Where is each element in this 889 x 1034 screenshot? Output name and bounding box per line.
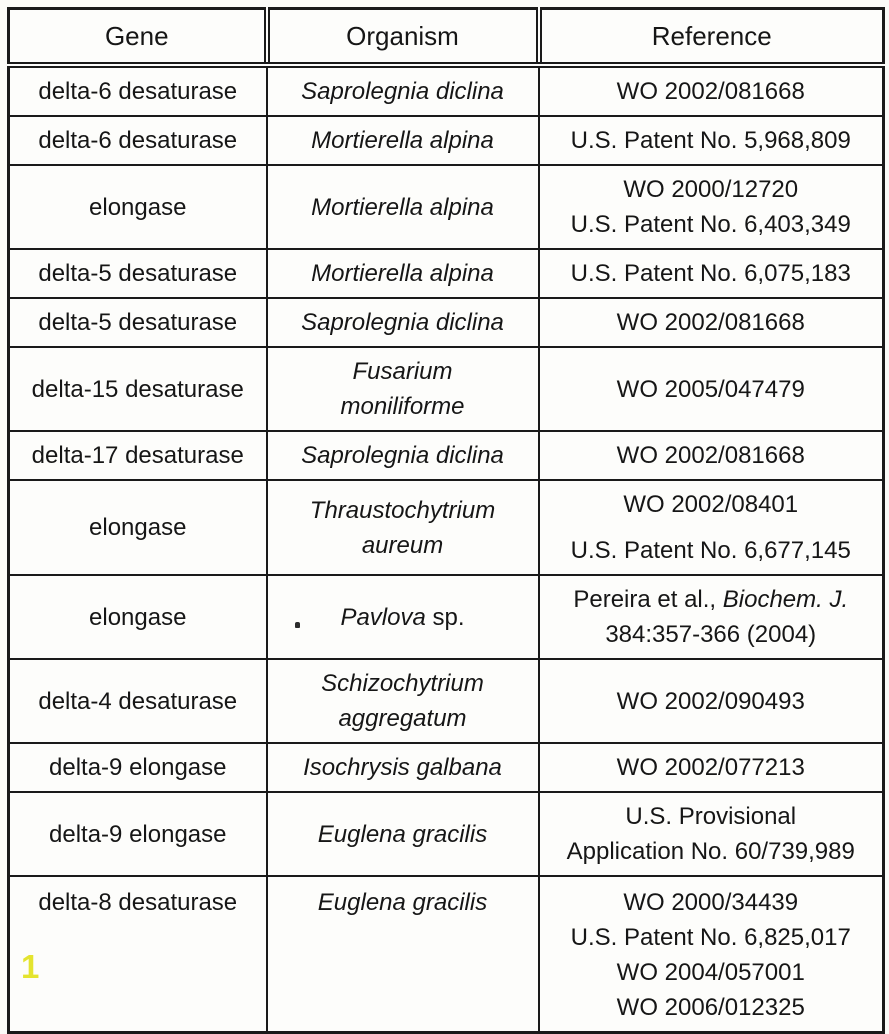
table-header-row [9, 9, 884, 66]
cell-line [14, 74, 262, 109]
cell-line [544, 207, 879, 242]
text-segment: delta-6 desaturase [38, 127, 238, 154]
cell-line [544, 172, 879, 207]
italic-text-segment: Isochrysis galbana [303, 754, 502, 781]
table-row [9, 480, 884, 575]
italic-text-segment: Euglena gracilis [317, 820, 488, 848]
text-segment: delta-9 elongase [49, 754, 227, 781]
text-segment: WO 2005/047479 [616, 375, 805, 403]
cell-line [544, 885, 879, 920]
cell-line [272, 666, 534, 701]
cell-line [544, 955, 879, 990]
cell-line [272, 354, 534, 389]
organism-cell [267, 792, 539, 876]
table-row [9, 165, 884, 249]
italic-text-segment: Mortierella alpina [311, 193, 494, 221]
text-segment: WO 2006/012325 [616, 994, 805, 1021]
table-row [9, 65, 884, 116]
gene-cell [9, 116, 267, 165]
cell-line [272, 528, 534, 563]
reference-cell [539, 876, 884, 1033]
table-body [9, 65, 884, 1033]
cell-line [544, 799, 879, 834]
organism-cell [267, 575, 539, 659]
text-segment: Pereira et al., [573, 586, 723, 613]
reference-cell [539, 65, 884, 116]
organism-cell [267, 876, 539, 1033]
gene-cell [9, 659, 267, 743]
gene-organism-reference-table [7, 7, 885, 1034]
cell-line [272, 190, 534, 225]
cell-line [272, 600, 534, 635]
reference-cell [539, 116, 884, 165]
text-segment: WO 2000/12720 [623, 176, 799, 203]
reference-cell [539, 743, 884, 792]
text-segment: elongase [89, 193, 187, 221]
text-segment: delta-4 desaturase [38, 687, 238, 715]
cell-line [544, 533, 879, 568]
cell-line [544, 990, 879, 1025]
cell-line [272, 750, 534, 785]
reference-cell [539, 249, 884, 298]
cell-line [14, 438, 262, 473]
organism-cell [267, 347, 539, 431]
italic-text-segment: Saprolegnia diclina [301, 309, 504, 336]
gene-cell [9, 347, 267, 431]
italic-text-segment: Saprolegnia diclina [301, 78, 504, 105]
italic-text-segment: Thraustochytrium [309, 496, 496, 524]
cell-line [14, 750, 262, 785]
table-row [9, 659, 884, 743]
cell-line [14, 190, 262, 225]
cell-line [272, 123, 534, 158]
text-segment: delta-6 desaturase [38, 78, 238, 105]
gene-cell [9, 249, 267, 298]
cell-line [272, 256, 534, 291]
text-segment: U.S. Provisional [625, 803, 797, 830]
cell-line [544, 684, 879, 719]
text-segment: Application No. 60/739,989 [566, 838, 855, 865]
cell-line [544, 372, 879, 407]
organism-cell [267, 298, 539, 347]
cell-line [14, 510, 262, 545]
text-segment: elongase [89, 603, 187, 631]
text-segment: WO 2002/081668 [616, 442, 805, 469]
text-segment: 384:357-366 (2004) [605, 621, 817, 648]
table-row [9, 431, 884, 480]
cell-line [544, 920, 879, 955]
cell-line [544, 305, 879, 340]
cell-line [272, 817, 534, 852]
gene-cell [9, 876, 267, 1033]
text-segment: WO 2002/081668 [616, 309, 805, 336]
cell-line [272, 493, 534, 528]
table-row [9, 347, 884, 431]
organism-cell [267, 249, 539, 298]
cell-line [14, 372, 262, 407]
cell-line [544, 750, 879, 785]
reference-cell [539, 165, 884, 249]
table-row [9, 792, 884, 876]
italic-text-segment: Pavlova [340, 603, 426, 631]
reference-cell [539, 431, 884, 480]
column-header-gene: Gene [9, 9, 267, 66]
organism-cell [267, 431, 539, 480]
cell-line [272, 305, 534, 340]
cell-line [544, 617, 879, 652]
organism-cell [267, 116, 539, 165]
text-segment: delta-9 elongase [49, 820, 227, 848]
italic-text-segment: moniliforme [340, 393, 465, 420]
italic-text-segment: Euglena gracilis [317, 889, 488, 916]
italic-text-segment: aggregatum [338, 705, 467, 732]
cell-line [544, 438, 879, 473]
cell-line [272, 438, 534, 473]
table-row [9, 575, 884, 659]
table-row [9, 298, 884, 347]
cell-line [14, 600, 262, 635]
text-segment: sp. [425, 603, 465, 631]
italic-text-segment: Fusarium [352, 358, 453, 385]
cell-line [14, 885, 262, 920]
italic-text-segment: Mortierella alpina [311, 127, 494, 154]
text-segment: WO 2002/090493 [616, 687, 805, 715]
text-segment: U.S. Patent No. 5,968,809 [570, 127, 851, 154]
table-row [9, 876, 884, 1033]
reference-cell [539, 792, 884, 876]
organism-cell [267, 480, 539, 575]
organism-cell [267, 165, 539, 249]
gene-cell [9, 792, 267, 876]
italic-text-segment: Mortierella alpina [311, 260, 494, 287]
cell-line [272, 389, 534, 424]
text-segment: delta-5 desaturase [38, 309, 238, 336]
reference-cell [539, 659, 884, 743]
cell-line [272, 74, 534, 109]
cell-line [272, 885, 534, 920]
text-segment: WO 2004/057001 [616, 959, 805, 986]
cell-line [14, 305, 262, 340]
reference-cell [539, 480, 884, 575]
table-row [9, 116, 884, 165]
text-segment: WO 2002/077213 [616, 754, 805, 781]
organism-cell [267, 743, 539, 792]
cell-line [544, 256, 879, 291]
table-row [9, 743, 884, 792]
gene-cell [9, 65, 267, 116]
italic-text-segment: aureum [361, 531, 444, 559]
cell-line [544, 582, 879, 617]
cell-line [544, 123, 879, 158]
gene-cell [9, 298, 267, 347]
text-segment: elongase [89, 514, 187, 541]
cell-line [14, 123, 262, 158]
text-segment: U.S. Patent No. 6,403,349 [570, 211, 851, 238]
column-header-organism: Organism [267, 9, 539, 66]
page-marker: 1 [21, 948, 41, 985]
text-segment: delta-8 desaturase [38, 889, 238, 916]
reference-cell [539, 298, 884, 347]
text-segment: WO 2002/08401 [623, 491, 799, 518]
text-segment: delta-15 desaturase [31, 375, 244, 403]
text-segment: U.S. Patent No. 6,075,183 [570, 260, 851, 287]
table-row [9, 249, 884, 298]
column-header-reference: Reference [539, 9, 884, 66]
reference-cell [539, 347, 884, 431]
cell-line [544, 74, 879, 109]
italic-text-segment: Schizochytrium [321, 670, 484, 697]
italic-text-segment: Saprolegnia diclina [301, 442, 504, 469]
gene-cell [9, 743, 267, 792]
cell-line [272, 701, 534, 736]
cell-line [14, 817, 262, 852]
cell-line [14, 256, 262, 291]
organism-cell [267, 65, 539, 116]
cell-line [544, 834, 879, 869]
gene-cell [9, 575, 267, 659]
gene-cell [9, 480, 267, 575]
text-segment: delta-5 desaturase [38, 260, 238, 287]
text-segment: WO 2000/34439 [623, 889, 799, 916]
text-segment: U.S. Patent No. 6,677,145 [570, 537, 851, 564]
gene-cell [9, 431, 267, 480]
reference-cell [539, 575, 884, 659]
italic-text-segment: Biochem. J. [722, 586, 849, 613]
gene-cell [9, 165, 267, 249]
cell-line [544, 487, 879, 522]
cell-line [14, 684, 262, 719]
text-segment: delta-17 desaturase [31, 442, 244, 469]
text-segment: WO 2002/081668 [616, 78, 805, 105]
organism-cell [267, 659, 539, 743]
text-segment: U.S. Patent No. 6,825,017 [570, 924, 851, 951]
